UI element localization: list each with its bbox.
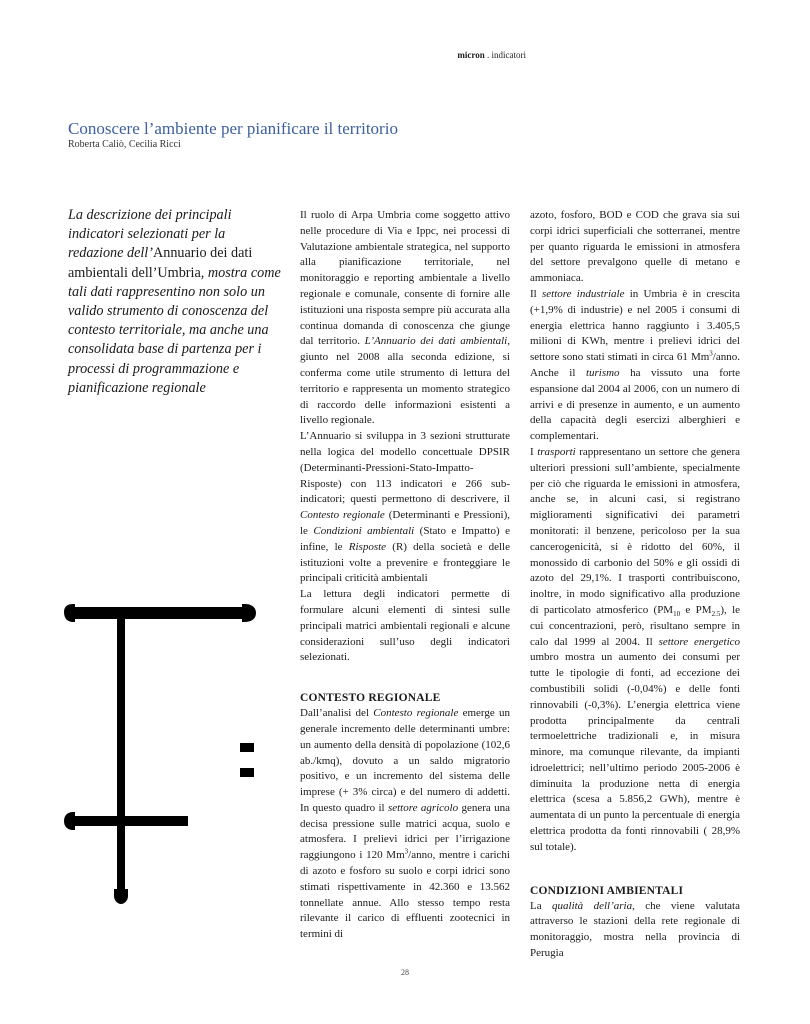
text-column-1: [300, 208, 510, 943]
text-run-italic: Contesto regionale: [300, 509, 385, 522]
abstract-part-3: , mostra come tali dati rappresentino non solo un valido strumento di conoscenza del contesto territoriale, ma anche una consolidata base di partenza per i processi di programmazione e pianificazione regionale: [68, 264, 281, 396]
article-title: Conoscere l’ambiente per pianificare il territorio: [68, 119, 398, 138]
text-run-italic: settore energetico: [658, 635, 741, 648]
section-spacer: [530, 856, 740, 883]
header-section: indicatori: [491, 50, 526, 60]
text-run-italic: Condizioni ambientali: [313, 524, 415, 537]
text-run-italic: qualità dell’aria: [552, 899, 633, 912]
decorative-ornament-icon: [64, 604, 260, 904]
text-run: L’Annuario si sviluppa in 3 sezioni strutturate nella logica del modello concettuale DPSIR (Determinanti-Pressioni-Stato-Impatto-Risposte) con 113 indicatori e 266 sub-indicatori; questi permettono di descrivere, il: [300, 430, 510, 506]
text-run: e PM: [680, 603, 712, 616]
text-run: La: [530, 899, 553, 912]
article-abstract: [68, 206, 282, 398]
header-separator: .: [484, 50, 492, 60]
header-brand: micron: [457, 50, 485, 60]
text-run: /anno, mentre i carichi di azoto e fosforo su suolo e corpi idrici sono stimati rispettivamente in 42.360 e 13.562 tonnellate annue. Allo stesso tempo resta rilevante il carico di effluenti zootecnici in termini di: [300, 849, 510, 941]
abstract-part-2: Annuario dei dati ambientali dell’Umbria: [68, 245, 253, 281]
text-run: in Umbria è in crescita (+1,9% di industrie) e nel 2005 i consumi di energia elettrica hanno raggiunto i 3.405,5 milioni di KWh, mentre i prelievi idrici del settore sono stati stimati in circa 61 Mm: [530, 287, 740, 364]
text-run-italic: L’Annuario dei dati ambientali: [364, 335, 508, 348]
subscript: 2.5: [711, 610, 721, 619]
superscript: 3: [709, 349, 713, 358]
text-run: Il: [530, 287, 542, 300]
text-run: genera una decisa pressione sulle matrici acqua, suolo e atmosfera. I prelievi idrici per l’irrigazione raggiungono i 120 Mm: [300, 801, 510, 862]
superscript: 3: [404, 847, 409, 856]
text-run: I: [530, 445, 538, 458]
text-run: , che viene valutata attraverso le stazioni della rete regionale di monitoraggio, mostra nella provincia di Perugia: [530, 899, 740, 960]
text-run-italic: settore agricolo: [387, 801, 459, 814]
abstract-part-1: La descrizione dei principali indicatori selezionati per la redazione dell’: [68, 207, 232, 262]
text-run-italic: turismo: [585, 366, 620, 379]
text-run: Il ruolo di Arpa Umbria come soggetto attivo nelle procedure di Via e Ippc, nei processi di Valutazione ambientale strategica, nel supporto alla pianificazione territoriale, nel monitoraggio e reporting ambientale a livello regionale e comunale, consente di fornire alle istituzioni una risposta sempre più accurata alla continua domanda di conoscenza che giunge dal territorio.: [300, 209, 510, 348]
text-run-italic: Risposte: [348, 540, 387, 553]
col1-paragraph-1: [300, 208, 510, 429]
section-heading-contesto: CONTESTO REGIONALE: [300, 692, 441, 705]
text-run: , giunto nel 2008 alla seconda edizione, si conferma come utile strumento di lettura del territorio e rappresenta un momento strategico di raccordo delle informazioni esistenti a livello regionale.: [300, 335, 510, 427]
col2-paragraph-1: azoto, fosforo, BOD e COD che grava sia sui corpi idrici superficiali che sotterranei, mentre per quanto riguarda le emissioni in atmosfera del settore prevalgono quelle di metano e ammoniaca.: [530, 209, 740, 285]
article-authors: Roberta Caliò, Cecilia Ricci: [68, 139, 181, 150]
text-run: ), le cui concentrazioni, però, risultano sempre in calo dal 1999 al 2004. Il: [530, 603, 741, 648]
text-run: umbro mostra un aumento dei consumi per tutte le tipologie di fonti, ad eccezione dei combustibili solidi (-0,04%) e delle fonti rinnovabili (-0,3%). L’energia elettrica viene prodotta principalmente da centrali termoelettriche tradizionali e, in misura minore, ma comunque rilevante, da impianti idroelettrici; nell’ultimo periodo 2005-2006 è diminuita la produzione netta di energia elettrica (scesa a 5.856,2 GWh), mentre è aumentata di un punto la percentuale di energia elettrica prodotta da fonti rinnovabili ( 28,9% sul totale).: [530, 651, 740, 853]
col1-paragraph-4: [300, 706, 510, 943]
page-number: 28: [401, 968, 409, 977]
section-heading-condizioni: CONDIZIONI AMBIENTALI: [530, 884, 684, 897]
text-run: (Determinanti e Pressioni), le: [300, 509, 510, 537]
col1-paragraph-2: [300, 429, 510, 587]
text-run: emerge un generale incremento delle determinanti umbre: un aumento della densità di popolazione (102,6 ab./kmq), dovuto a un saldo migratorio positivo, e un incremento del sistema delle imprese (+ 3% circa) e del numero di addetti. In questo quadro il: [300, 707, 510, 814]
text-run-italic: Contesto regionale: [373, 707, 459, 720]
text-run: Dall’analisi del: [300, 707, 374, 720]
text-run: (Stato e Impatto) e infine, le: [300, 524, 510, 553]
col2-paragraph-4: [530, 899, 740, 962]
col2-paragraph-3: [530, 445, 740, 856]
col2-paragraph-2: [530, 287, 740, 445]
text-run-italic: settore industriale: [542, 287, 625, 300]
text-run: rappresentano un settore che genera ulteriori pressioni sull’ambiente, specialmente per ciò che riguarda le emissioni in atmosfera, anche se, in alcuni casi, si registrano miglioramenti significativi dei parametri monitorati: il benzene, pericoloso per la sua cancerogenicità, si è ridotto del 60%, il monossido di carbonio del 50% e gli ossidi di azoto del 29,1%. I trasporti contribuiscono, inoltre, in modo significativo alla produzione di particolato atmosferico (PM: [530, 445, 740, 616]
subscript: 10: [673, 610, 681, 619]
text-run: /anno. Anche il: [530, 351, 740, 379]
text-run-italic: trasporti: [537, 445, 576, 458]
running-header: [380, 50, 526, 60]
text-run: (R) della società e delle istituzioni volte a prevenire e fronteggiare le principali criticità ambientali: [300, 540, 510, 585]
col1-paragraph-3: La lettura degli indicatori permette di formulare alcuni elementi di sintesi sulle principali matrici ambientali regionali e alcune considerazioni sull’uso degli indicatori selezionati.: [300, 588, 510, 664]
section-spacer: [300, 666, 510, 690]
text-run: ha vissuto una forte espansione dal 2004 al 2006, con un numero di arrivi e di presenze in aumento, e un aumento della capacità degli esercizi alberghieri e complementari.: [530, 366, 740, 443]
text-column-2: [530, 208, 740, 962]
